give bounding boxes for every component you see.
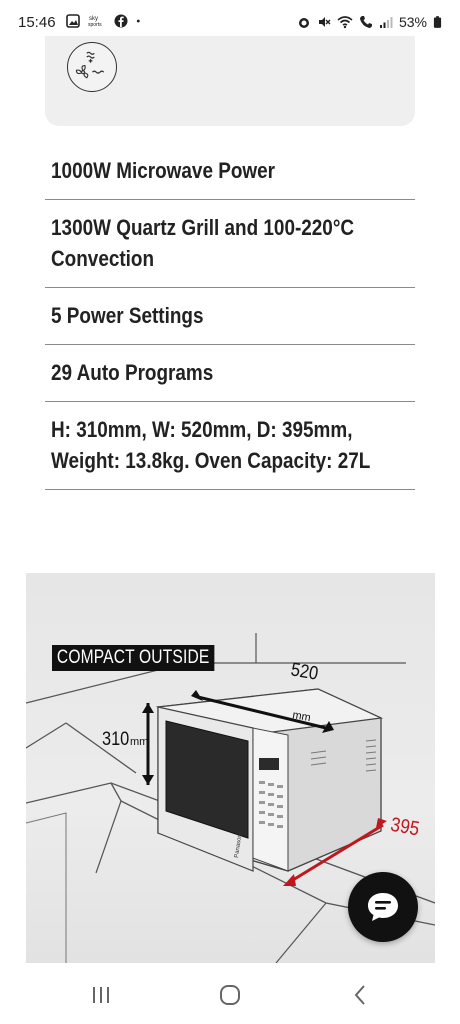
home-icon[interactable] — [215, 982, 245, 1008]
recent-apps-icon[interactable] — [86, 982, 116, 1008]
spec-item: 5 Power Settings — [45, 288, 415, 345]
chat-icon — [364, 888, 402, 926]
convection-fan-icon — [67, 42, 117, 92]
depth-value: 395 — [389, 812, 422, 840]
width-value: 520 — [289, 658, 320, 685]
compact-outside-label: COMPACT OUTSIDE — [52, 645, 214, 671]
brand-text: Panasonic — [234, 829, 244, 859]
spec-list — [45, 143, 415, 490]
status-right-icons — [297, 14, 442, 30]
mute-icon — [317, 15, 331, 29]
call-icon — [359, 15, 373, 29]
spec-item: 1300W Quartz Grill and 100-220°C Convection — [45, 200, 415, 288]
status-left-icons — [66, 14, 144, 28]
wifi-icon — [337, 15, 353, 29]
signal-icon — [379, 15, 393, 29]
dot-icon — [136, 14, 144, 28]
navigation-bar — [0, 966, 460, 1024]
spec-item: 1000W Microwave Power — [45, 143, 415, 200]
image-icon — [66, 14, 80, 28]
width-unit: mm — [291, 709, 312, 725]
height-unit: mm — [130, 736, 149, 748]
sky-sports-icon — [88, 14, 106, 28]
status-bar — [0, 0, 460, 40]
facebook-icon — [114, 14, 128, 28]
back-icon[interactable] — [346, 982, 376, 1008]
feature-card — [45, 36, 415, 126]
battery-percent: 53% — [398, 14, 427, 30]
svg-text:sports: sports — [88, 22, 102, 28]
spec-item: 29 Auto Programs — [45, 345, 415, 402]
battery-icon — [433, 15, 442, 29]
status-time: 15:46 — [18, 14, 56, 31]
height-value: 310 — [102, 727, 130, 750]
spec-item: H: 310mm, W: 520mm, D: 395mm, Weight: 13.8kg. Oven Capacity: 27L — [45, 402, 415, 490]
svg-text:sky: sky — [89, 16, 98, 22]
alarm-icon — [297, 15, 311, 29]
chat-button[interactable] — [348, 872, 418, 942]
